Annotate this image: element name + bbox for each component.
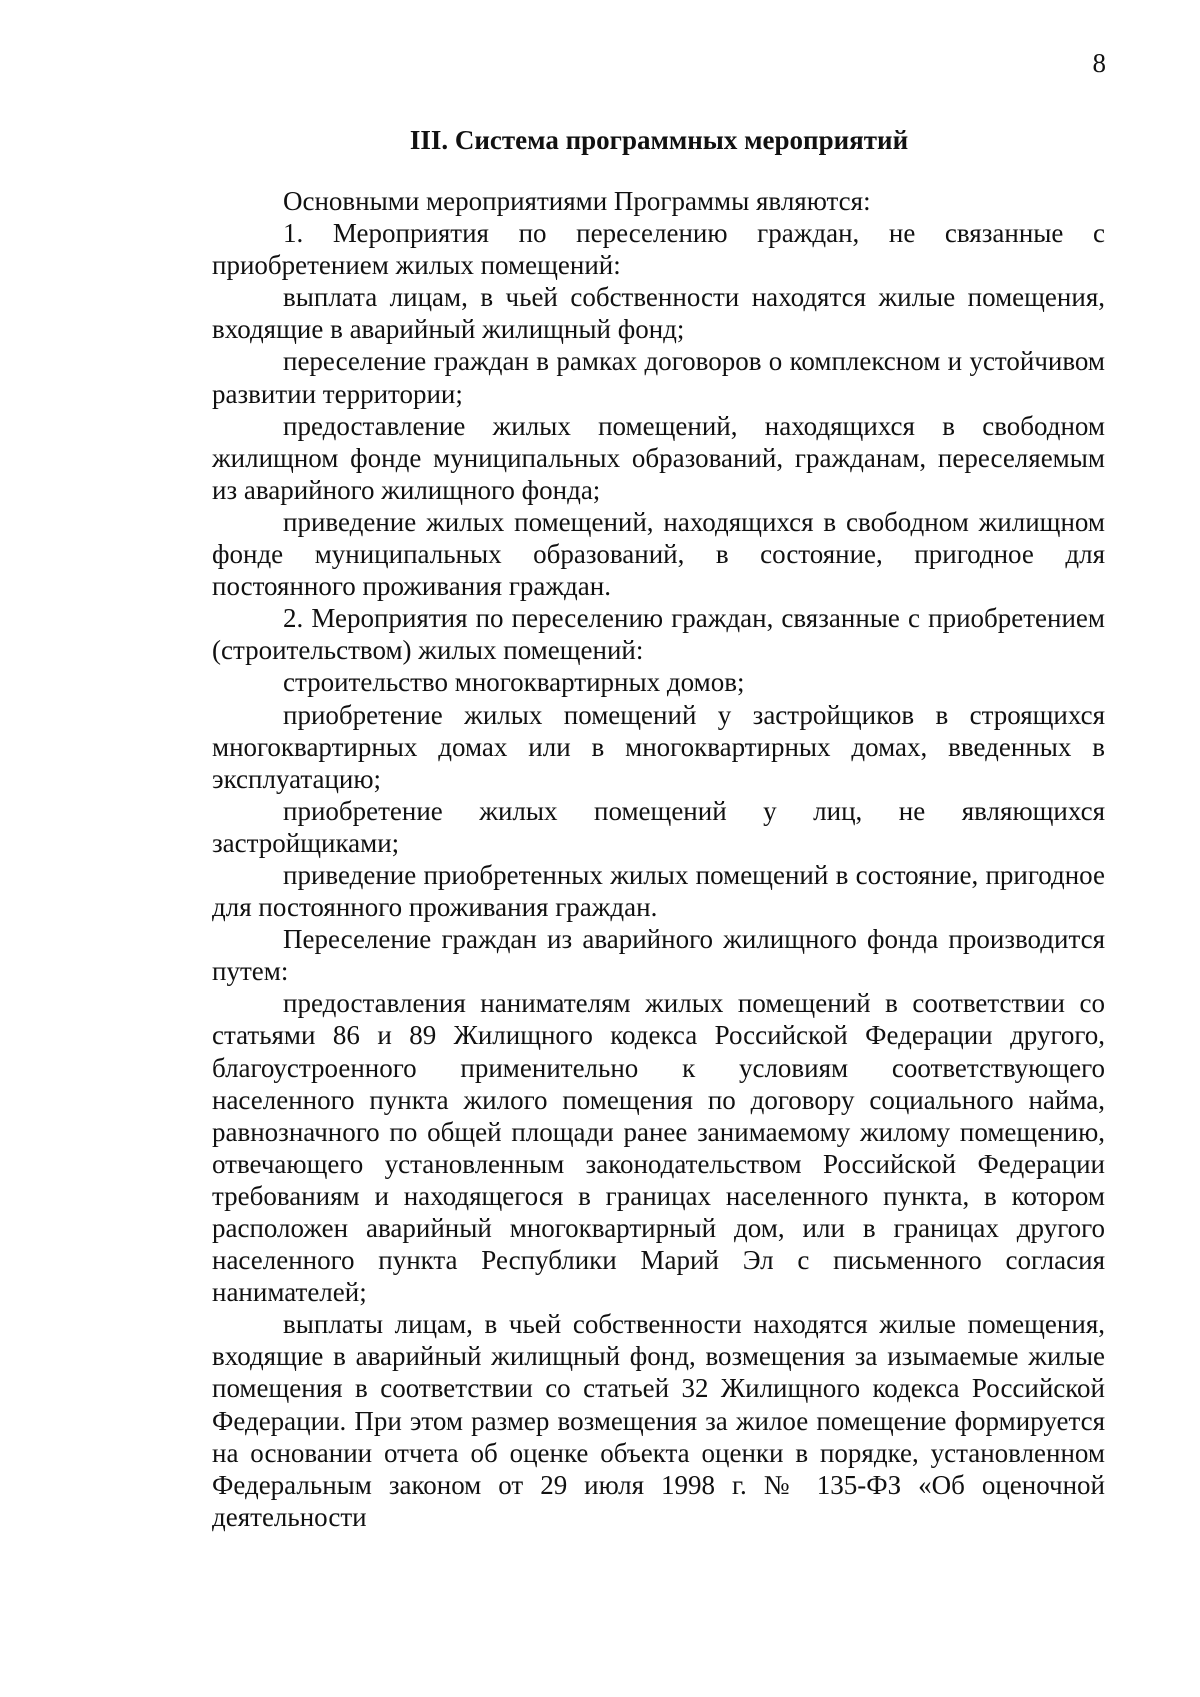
paragraph: переселение граждан в рамках договоров о комплексном и устойчивом развитии территории; [212,346,1105,409]
paragraph: Переселение граждан из аварийного жилищного фонда производится путем: [212,924,1105,987]
section-heading: III. Система программных мероприятий [409,125,909,155]
paragraph: приведение приобретенных жилых помещений в состояние, пригодное для постоянного проживания граждан. [212,859,1105,923]
paragraph: 1. Мероприятия по переселению граждан, не связанные с приобретением жилых помещений: [212,218,1105,281]
paragraph: строительство многоквартирных домов; [283,667,745,698]
paragraph: выплата лицам, в чьей собственности находятся жилые помещения, входящие в аварийный жилищный фонд; [212,282,1105,345]
paragraph: предоставления нанимателям жилых помещений в соответствии со статьями 86 и 89 Жилищного кодекса Российской Федерации другого, благоустроенного применительно к условиям соответствующего населенного пункта жилого помещения по договору социального найма, равнозначного по общей площади ранее занимаемому жилому помещению, отвечающего установленным законодательством Российской Федерации требованиям и находящегося в границах населенного пункта, в котором расположен аварийный многоквартирный дом, или в границах другого населенного пункта Республики Марий Эл с письменного согласия нанимателей; [212,988,1105,1308]
paragraph: 2. Мероприятия по переселению граждан, связанные с приобретением (строительством) жилых помещений: [212,603,1105,666]
body-text [212,185,1105,1533]
page-number: 8 [1092,48,1106,78]
paragraph: Основными мероприятиями Программы являются: [283,186,871,216]
paragraph: выплаты лицам, в чьей собственности находятся жилые помещения, входящие в аварийный жилищный фонд, возмещения за изымаемые жилые помещения в соответствии со статьей 32 Жилищного кодекса Российской Федерации. При этом размер возмещения за жилое помещение формируется на основании отчета об оценке объекта оценки в порядке, установленном Федеральным законом от 29 июля 1998 г. № 135-ФЗ «Об оценочной деятельности [212,1309,1105,1532]
paragraph: приведение жилых помещений, находящихся в свободном жилищном фонде муниципальных образований, в состояние, пригодное для постоянного проживания граждан. [212,506,1105,602]
paragraph: приобретение жилых помещений у застройщиков в строящихся многоквартирных домах или в многоквартирных домах, введенных в эксплуатацию; [212,699,1105,794]
paragraph: приобретение жилых помещений у лиц, не являющихся застройщиками; [212,795,1105,858]
paragraph: предоставление жилых помещений, находящихся в свободном жилищном фонде муниципальных образований, гражданам, переселяемым из аварийного жилищного фонда; [212,410,1105,505]
